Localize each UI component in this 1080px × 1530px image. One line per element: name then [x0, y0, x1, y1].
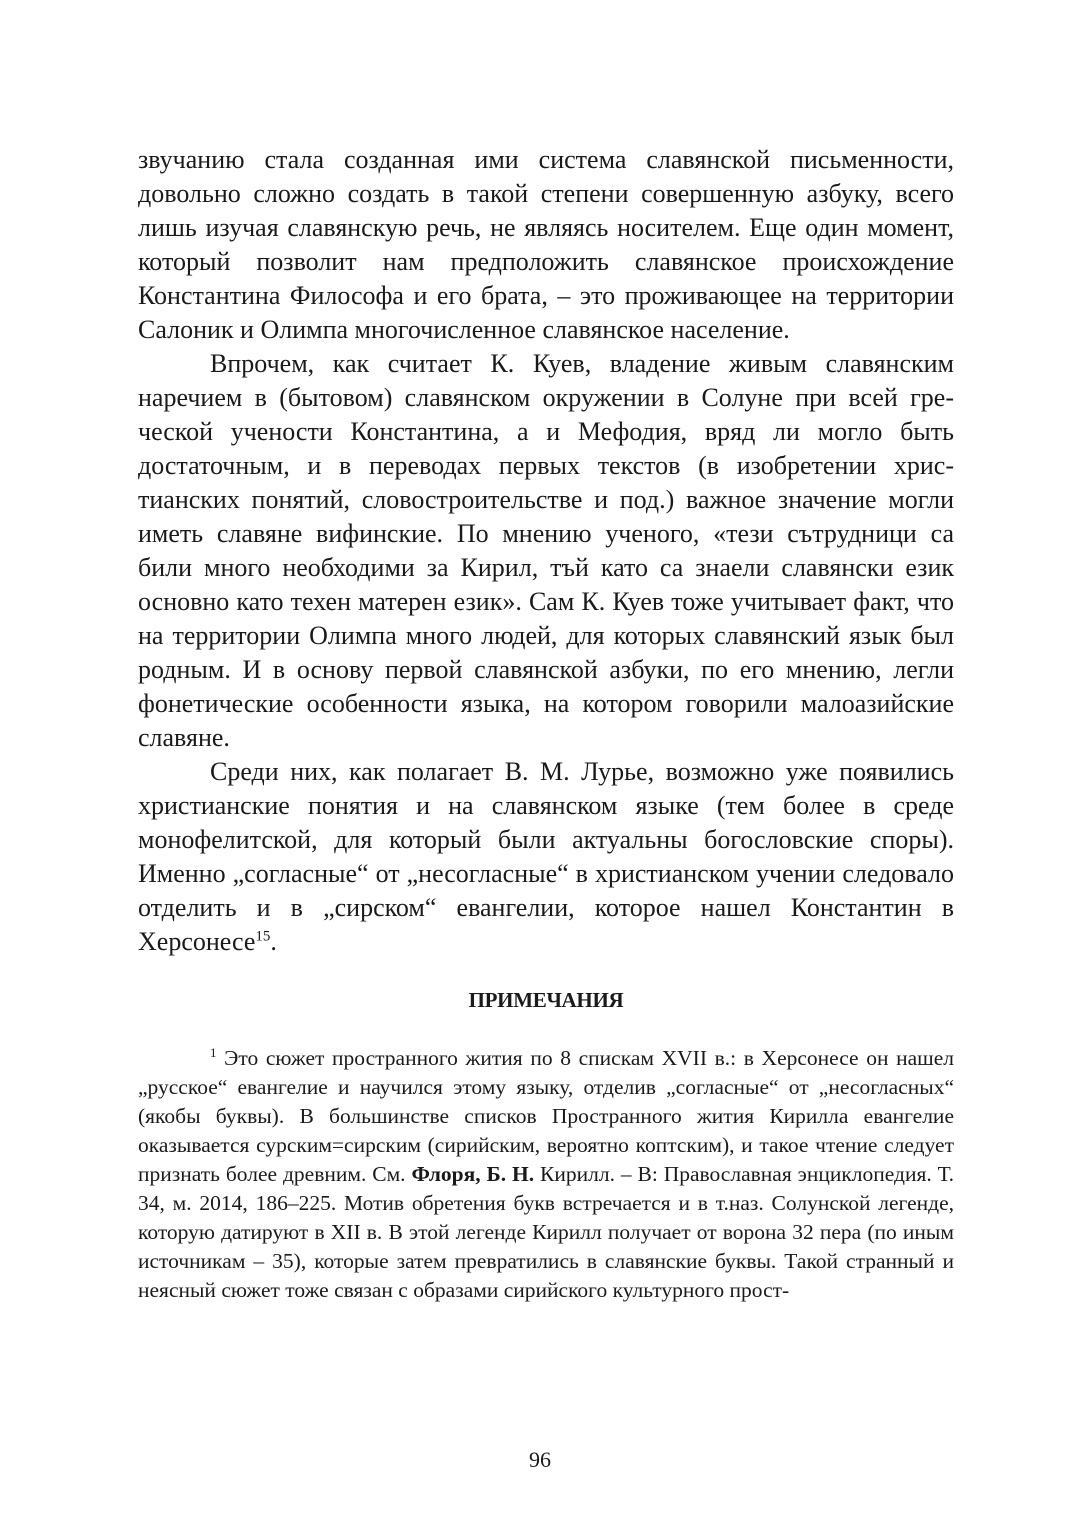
paragraph-3: [138, 755, 954, 959]
notes-heading: ПРИМЕЧАНИЯ: [468, 988, 624, 1012]
paragraph-2: Впрочем, как считает К. Куев, владение живым славянским наречием в (бытовом) славянском окружении в Солуне при всей греческой учености Константина, а и Мефодия, вряд ли могло быть достаточным, и в переводах первых текстов (в изобретении христианских понятий, словостроительстве и под.) важное значение могли иметь славяне вифинские. По мнению ученого, «тези сътрудници са били много необходими за Кирил, тъй като са знаели славянски език основно като техен матерен език». Сам К. Куев тоже учитывает факт, что на территории Олимпа много людей, для которых славянский язык был родным. И в основу первой славянской азбуки, по его мнению, легли фонетические особенности языка, на котором говорили малоазийские славяне.: [138, 349, 954, 752]
paragraph-1: звучанию стала созданная ими система славянской письменности, довольно сложно создать в такой степени совершенную азбуку, всего лишь изучая славянскую речь, не являясь носителем. Еще один момент, который позволит нам предположить славянское происхождение Константина Философа и его брата, – это проживающее на территории Салоник и Олимпа многочисленное славянское население.: [138, 145, 954, 344]
paragraph-3-text: Среди них, как полагает В. М. Лурье, возможно уже появились христианские понятия и на славянском языке (тем более в среде монофелитской, для который были актуальны богословские споры). Именно „согласные“ от „несогласные“ в христианском учении следовало отделить и в „сирском“ евангелии, которое нашел Константин в Херсонесе: [138, 757, 954, 956]
footnote-reference-15: 15: [255, 928, 271, 945]
main-text: [138, 143, 954, 959]
note-1-author: Флоря, Б. Н.: [411, 1162, 535, 1186]
note-1-text-b: Кирилл. – В: Православная энциклопедия. Т. 34, м. 2014, 186–225. Мотив обретения букв встречается и в т.наз. Солунской легенде, которую датируют в XII в. В этой легенде Кирилл получает от ворона 32 пера (по иным источникам – 35), которые затем превратились в славянские буквы. Такой странный и неясный сюжет тоже связан с образами сирийского культурного прост-: [138, 1162, 954, 1302]
note-1-text-a: Это сюжет пространного жития по 8 спискам XVII в.: в Херсонесе он нашел „русское“ евангелие и научился этому языку, отделив „согласные“ от „несогласных“ (якобы буквы). В большинстве списков Пространного жития Кирилла евангелие оказывается сурским=сирским (сирийским, вероятно коптским), и такое чтение следует признать более древним. См.: [138, 1046, 954, 1186]
paragraph-3-end: .: [270, 927, 277, 956]
notes-section: [138, 1044, 954, 1305]
page-number: 96: [529, 1447, 551, 1472]
note-1: [138, 1044, 954, 1305]
note-1-number: 1: [210, 1044, 217, 1060]
